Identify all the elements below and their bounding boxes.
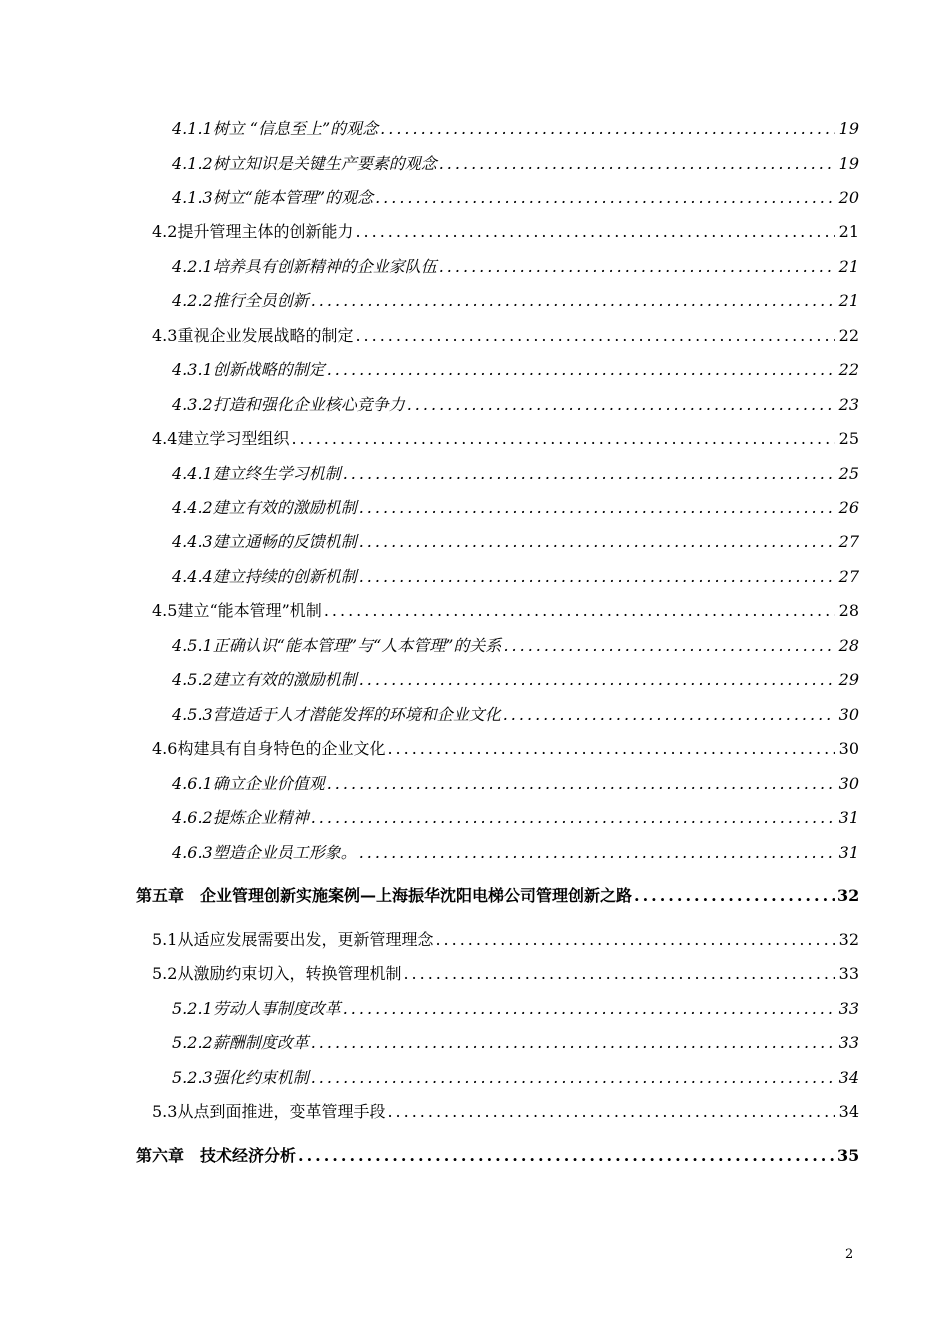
toc-entry-title: 4.4.2建立有效的激励机制	[172, 498, 357, 517]
toc-entry-title: 5.2.1劳动人事制度改革	[172, 999, 341, 1018]
toc-entry-title: 4.5.1正确认识“能本管理”与“人本管理”的关系	[172, 636, 502, 655]
toc-entry-title: 4.5建立“能本管理”机制	[152, 601, 322, 620]
toc-leader-dots	[355, 326, 835, 346]
toc-entry-title: 4.6.2提炼企业精神	[172, 808, 309, 827]
toc-subsection-entry[interactable]	[172, 768, 859, 794]
toc-section-entry[interactable]	[152, 320, 859, 346]
toc-entry-page: 30	[838, 774, 859, 793]
toc-entry-page: 21	[838, 257, 859, 276]
toc-subsection-entry[interactable]	[172, 1062, 859, 1088]
toc-entry-page: 25	[838, 464, 859, 483]
toc-subsection-entry[interactable]	[172, 251, 859, 277]
toc-entry-page: 23	[838, 395, 859, 414]
toc-subsection-entry[interactable]	[172, 1027, 859, 1053]
toc-entry-title: 4.4建立学习型组织	[152, 429, 290, 448]
toc-entry-title: 5.2从激励约束切入，转换管理机制	[152, 964, 402, 983]
toc-chapter-entry[interactable]	[136, 880, 859, 906]
toc-leader-dots	[403, 964, 835, 984]
toc-entry-title: 4.4.4建立持续的创新机制	[172, 567, 357, 586]
toc-leader-dots	[291, 429, 835, 449]
toc-leader-dots	[387, 739, 835, 759]
toc-entry-page: 28	[838, 636, 859, 655]
toc-entry-page: 26	[838, 498, 859, 517]
toc-entry-title: 4.1.1树立 “信息至上”的观念	[172, 119, 379, 138]
toc-leader-dots	[343, 464, 835, 484]
toc-entry-title: 4.3.2打造和强化企业核心竞争力	[172, 395, 405, 414]
toc-entry-page: 31	[838, 808, 859, 827]
toc-leader-dots	[503, 636, 835, 656]
toc-leader-dots	[359, 532, 835, 552]
toc-subsection-entry[interactable]	[172, 285, 859, 311]
toc-subsection-entry[interactable]	[172, 492, 859, 518]
toc-entry-page: 33	[838, 999, 859, 1018]
toc-leader-dots	[324, 601, 835, 621]
toc-entry-page: 32	[838, 930, 859, 949]
toc-section-entry[interactable]	[152, 216, 859, 242]
toc-leader-dots	[359, 670, 835, 690]
toc-subsection-entry[interactable]	[172, 664, 859, 690]
toc-entry-title: 第六章 技术经济分析	[136, 1146, 297, 1165]
toc-entry-title: 4.6.1确立企业价值观	[172, 774, 325, 793]
toc-leader-dots	[435, 930, 835, 950]
toc-leader-dots	[311, 1033, 835, 1053]
toc-entry-title: 4.6构建具有自身特色的企业文化	[152, 739, 386, 758]
toc-entry-page: 34	[838, 1102, 859, 1121]
toc-leader-dots	[439, 257, 835, 277]
toc-entry-title: 5.1从适应发展需要出发，更新管理理念	[152, 930, 434, 949]
toc-subsection-entry[interactable]	[172, 148, 859, 174]
toc-entry-page: 22	[838, 360, 859, 379]
toc-entry-page: 19	[838, 154, 859, 173]
toc-entry-page: 22	[838, 326, 859, 345]
toc-section-entry[interactable]	[152, 958, 859, 984]
toc-entry-title: 第五章 企业管理创新实施案例—上海振华沈阳电梯公司管理创新之路	[136, 886, 633, 905]
toc-leader-dots	[343, 999, 835, 1019]
toc-entry-title: 4.2提升管理主体的创新能力	[152, 222, 354, 241]
toc-leader-dots	[380, 119, 835, 139]
toc-leader-dots	[359, 498, 835, 518]
toc-subsection-entry[interactable]	[172, 354, 859, 380]
toc-section-entry[interactable]	[152, 595, 859, 621]
toc-subsection-entry[interactable]	[172, 113, 859, 139]
toc-entry-page: 28	[838, 601, 859, 620]
toc-subsection-entry[interactable]	[172, 837, 859, 863]
toc-section-entry[interactable]	[152, 423, 859, 449]
toc-entry-page: 32	[837, 886, 860, 905]
toc-subsection-entry[interactable]	[172, 561, 859, 587]
toc-leader-dots	[634, 886, 835, 906]
toc-entry-page: 25	[838, 429, 859, 448]
toc-section-entry[interactable]	[152, 1096, 859, 1122]
toc-entry-title: 4.6.3塑造企业员工形象。	[172, 843, 357, 862]
toc-entry-page: 30	[838, 705, 859, 724]
toc-leader-dots	[355, 222, 835, 242]
toc-leader-dots	[359, 567, 835, 587]
toc-subsection-entry[interactable]	[172, 802, 859, 828]
toc-leader-dots	[311, 291, 835, 311]
toc-entry-page: 21	[838, 222, 859, 241]
toc-leader-dots	[311, 808, 835, 828]
toc-leader-dots	[327, 774, 835, 794]
toc-entry-title: 4.1.3树立“能本管理”的观念	[172, 188, 374, 207]
toc-leader-dots	[503, 705, 835, 725]
toc-entry-page: 33	[838, 964, 859, 983]
toc-subsection-entry[interactable]	[172, 458, 859, 484]
toc-entry-page: 27	[838, 567, 859, 586]
toc-entry-title: 4.1.2树立知识是关键生产要素的观念	[172, 154, 437, 173]
toc-entry-page: 34	[838, 1068, 859, 1087]
toc-entry-page: 20	[838, 188, 859, 207]
toc-entry-title: 4.2.1培养具有创新精神的企业家队伍	[172, 257, 437, 276]
toc-entry-page: 29	[838, 670, 859, 689]
toc-subsection-entry[interactable]	[172, 630, 859, 656]
toc-leader-dots	[407, 395, 835, 415]
toc-entry-title: 5.2.2薪酬制度改革	[172, 1033, 309, 1052]
toc-subsection-entry[interactable]	[172, 182, 859, 208]
toc-leader-dots	[311, 1068, 835, 1088]
toc-leader-dots	[439, 154, 835, 174]
toc-section-entry[interactable]	[152, 733, 859, 759]
toc-entry-title: 4.2.2推行全员创新	[172, 291, 309, 310]
toc-entry-title: 4.4.1建立终生学习机制	[172, 464, 341, 483]
toc-subsection-entry[interactable]	[172, 526, 859, 552]
toc-subsection-entry[interactable]	[172, 389, 859, 415]
toc-leader-dots	[387, 1102, 835, 1122]
toc-leader-dots	[375, 188, 835, 208]
toc-entry-page: 35	[837, 1146, 860, 1165]
toc-entry-page: 19	[838, 119, 859, 138]
toc-entry-page: 30	[838, 739, 859, 758]
toc-entry-title: 4.4.3建立通畅的反馈机制	[172, 532, 357, 551]
toc-entry-page: 31	[838, 843, 859, 862]
toc-entry-title: 5.2.3强化约束机制	[172, 1068, 309, 1087]
toc-chapter-entry[interactable]	[136, 1140, 859, 1166]
toc-subsection-entry[interactable]	[172, 993, 859, 1019]
toc-entry-title: 4.5.2建立有效的激励机制	[172, 670, 357, 689]
toc-leader-dots	[327, 360, 835, 380]
toc-subsection-entry[interactable]	[172, 699, 859, 725]
toc-entry-title: 4.5.3营造适于人才潜能发挥的环境和企业文化	[172, 705, 501, 724]
toc-section-entry[interactable]	[152, 924, 859, 950]
toc-leader-dots	[359, 843, 835, 863]
toc-entry-title: 4.3重视企业发展战略的制定	[152, 326, 354, 345]
toc-entry-title: 5.3从点到面推进，变革管理手段	[152, 1102, 386, 1121]
toc-entry-title: 4.3.1创新战略的制定	[172, 360, 325, 379]
toc-leader-dots	[298, 1146, 835, 1166]
toc-entry-page: 27	[838, 532, 859, 551]
toc-entry-page: 21	[838, 291, 859, 310]
page-number: 2	[845, 1247, 854, 1262]
toc-entry-page: 33	[838, 1033, 859, 1052]
